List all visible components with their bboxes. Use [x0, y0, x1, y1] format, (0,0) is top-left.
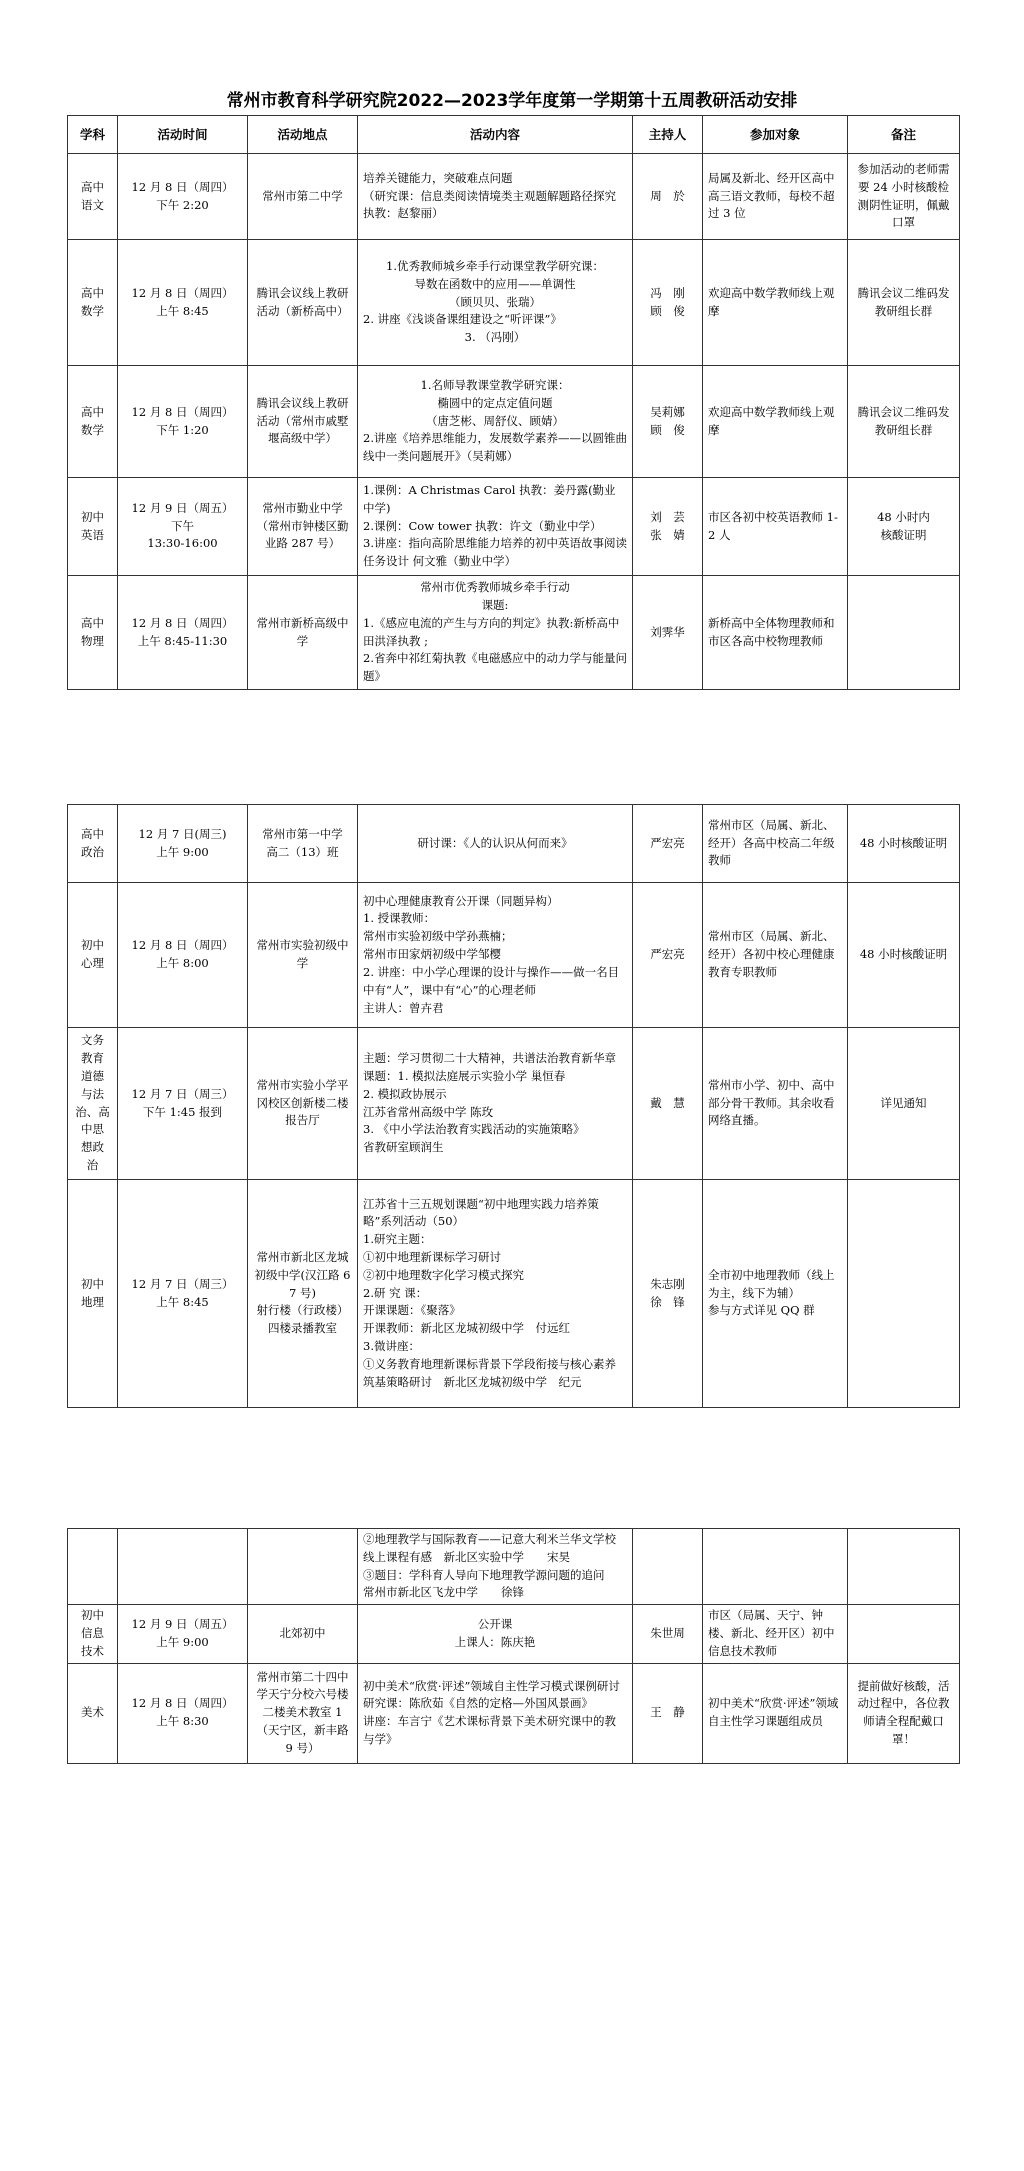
- cell-content: [358, 576, 633, 690]
- cell-note: [848, 1028, 960, 1180]
- cell-note-line: 腾讯会议二维码发教研组长群: [857, 404, 950, 437]
- cell-host: [633, 1605, 703, 1663]
- cell-time-line: 上午 8:45: [156, 1294, 209, 1309]
- table-header-row: [68, 116, 960, 154]
- cell-content-line: 讲座：车言宁《艺术课标背景下美术研究课中的教与学》: [363, 1714, 616, 1746]
- cell-content-line: 培养关键能力，突破难点问题: [363, 170, 513, 185]
- cell-subject-line: 想政: [81, 1140, 104, 1155]
- cell-host-line: 严宏亮: [650, 947, 685, 962]
- cell-content-line: 上课人：陈庆艳: [454, 1634, 536, 1649]
- cell-host: [633, 1028, 703, 1180]
- cell-participants-line: 参与方式详见 QQ 群: [708, 1303, 815, 1318]
- cell-content-line: ③题目：学科育人导向下地理教学源问题的追问 常州市新北区飞龙中学 徐锋: [363, 1567, 616, 1600]
- cell-subject-line: 文务: [81, 1033, 104, 1048]
- cell-content-line: 省教研室顾润生: [363, 1140, 444, 1155]
- cell-subject: [68, 478, 118, 576]
- cell-place-line: 常州市实验小学平冈校区创新楼二楼报告厅: [256, 1077, 349, 1128]
- cell-subject: [68, 883, 118, 1028]
- cell-content-line: 2.研 究 课：: [363, 1285, 428, 1300]
- cell-content-line: 常州市田家炳初级中学邹樱: [363, 947, 501, 962]
- cell-content: [358, 883, 633, 1028]
- cell-participants: [703, 1605, 848, 1663]
- cell-subject-line: 教育: [81, 1051, 104, 1066]
- cell-subject-line: 数学: [81, 303, 104, 318]
- cell-time-line: 12 月 8 日（周四）: [131, 179, 234, 194]
- cell-host-line: 徐 锋: [650, 1294, 685, 1309]
- cell-host: [633, 1529, 703, 1605]
- cell-content-line: 初中心理健康教育公开课（同题异构）: [363, 893, 559, 908]
- cell-subject-line: 初中: [81, 509, 104, 524]
- cell-subject-line: 高中: [81, 615, 104, 630]
- cell-content-line: 3.讲座：指向高阶思维能力培养的初中英语故事阅读任务设计 何文雅（勤业中学）: [363, 536, 627, 569]
- cell-note-line: 详见通知: [880, 1095, 927, 1110]
- cell-participants-line: 局属及新北、经开区高中高三语文教师，每校不超过 3 位: [708, 170, 835, 221]
- cell-participants: [703, 240, 848, 366]
- cell-note: [848, 478, 960, 576]
- cell-participants: [703, 1663, 848, 1763]
- cell-note: [848, 154, 960, 240]
- cell-host-line: 严宏亮: [650, 835, 685, 850]
- cell-content-line: 江苏省常州高级中学 陈玫: [363, 1104, 494, 1119]
- cell-content-line: 江苏省十三五规划课题“初中地理实践力培养策略”系列活动（50）: [363, 1196, 599, 1229]
- header-time: 活动时间: [118, 116, 248, 154]
- schedule-table-part-2: [67, 804, 960, 1408]
- cell-place: [248, 154, 358, 240]
- cell-host-line: 张 婧: [650, 527, 685, 542]
- cell-participants-line: 常州市小学、初中、高中部分骨干教师。其余收看网络直播。: [708, 1077, 835, 1128]
- cell-content: [358, 1605, 633, 1663]
- cell-host-line: 刘霁华: [650, 624, 685, 639]
- cell-content-line: 初中美术“欣赏·评述”领域自主性学习模式课例研讨: [363, 1678, 620, 1693]
- cell-time: [118, 1663, 248, 1763]
- cell-time: [118, 1605, 248, 1663]
- cell-place: [248, 883, 358, 1028]
- cell-participants-line: 市区各初中校英语教师 1-2 人: [708, 509, 838, 542]
- cell-subject: [68, 1605, 118, 1663]
- cell-participants-line: 初中美术“欣赏·评述”领域自主性学习课题组成员: [708, 1696, 839, 1729]
- cell-time-line: 12 月 9 日（周五）: [131, 1617, 234, 1632]
- cell-content-line: 2.讲座《培养思维能力，发展数学素养——以圆锥曲线中一类问题展开》（吴莉娜）: [363, 431, 627, 464]
- cell-content-line: （研究课：信息类阅读情境类主观题解题路径探究 执教：赵黎丽）: [363, 188, 639, 221]
- cell-content-line: 主讲人：曾卉君: [363, 1000, 444, 1015]
- cell-time: [118, 1028, 248, 1180]
- cell-time-line: 12 月 7 日（周三）: [131, 1276, 234, 1291]
- cell-participants: [703, 805, 848, 883]
- cell-subject-line: 美术: [81, 1705, 104, 1720]
- cell-place: [248, 1663, 358, 1763]
- cell-time-line: 12 月 8 日（周四）: [131, 1696, 234, 1711]
- cell-time-line: 上午 9:00: [156, 844, 209, 859]
- cell-note: [848, 805, 960, 883]
- cell-place-line: 常州市新桥高级中学: [256, 615, 349, 648]
- cell-participants-line: 全市初中地理教师（线上为主，线下为辅）: [708, 1267, 835, 1300]
- cell-time-line: 12 月 9 日（周五）: [131, 500, 234, 515]
- cell-content: [358, 1663, 633, 1763]
- cell-place-line: （常州市钟楼区勤业路 287 号）: [256, 518, 349, 551]
- table-row: [68, 805, 960, 883]
- cell-subject-line: 语文: [81, 197, 104, 212]
- cell-host-line: 朱世周: [650, 1626, 685, 1641]
- cell-content-line: 常州市实验初级中学孙燕楠；: [363, 929, 513, 944]
- header-content: 活动内容: [358, 116, 633, 154]
- cell-subject-line: 高中: [81, 404, 104, 419]
- cell-content-line: ①义务教育地理新课标背景下学段衔接与核心素养筑基策略研讨 新北区龙城初级中学 纪元: [363, 1356, 616, 1389]
- cell-content-line: 1.研究主题：: [363, 1232, 432, 1247]
- cell-content-line: 3. 《中小学法治教育实践活动的实施策略》: [363, 1122, 585, 1137]
- cell-subject: [68, 1529, 118, 1605]
- cell-subject-line: 初中: [81, 1608, 104, 1623]
- cell-subject: [68, 240, 118, 366]
- cell-time-line: 上午 8:45-11:30: [137, 633, 228, 648]
- cell-content-line: 2.课例：Cow tower 执教：许文（勤业中学）: [363, 518, 602, 533]
- cell-subject-line: 政治: [81, 844, 104, 859]
- cell-subject: [68, 154, 118, 240]
- cell-host: [633, 240, 703, 366]
- cell-host-line: 朱志刚: [650, 1276, 685, 1291]
- cell-subject: [68, 1663, 118, 1763]
- table-row: [68, 1028, 960, 1180]
- cell-place: [248, 1529, 358, 1605]
- cell-place: [248, 366, 358, 478]
- cell-note: [848, 1180, 960, 1408]
- cell-note-line: 提前做好核酸，活动过程中，各位教师请全程配戴口罩！: [857, 1678, 950, 1746]
- cell-place: [248, 240, 358, 366]
- cell-subject-line: 地理: [81, 1294, 104, 1309]
- cell-time: [118, 1529, 248, 1605]
- cell-content-line: 椭圆中的定点定值问题: [437, 395, 553, 410]
- cell-content: [358, 805, 633, 883]
- cell-host: [633, 883, 703, 1028]
- cell-subject: [68, 1028, 118, 1180]
- cell-subject-line: 信息: [81, 1626, 104, 1641]
- cell-place-line: 高二（13）班: [266, 844, 339, 859]
- cell-time: [118, 154, 248, 240]
- cell-place: [248, 478, 358, 576]
- cell-subject: [68, 805, 118, 883]
- table-row: [68, 240, 960, 366]
- cell-participants-line: 常州市区（局属、新北、经开）各初中校心理健康教育专职教师: [708, 929, 835, 979]
- cell-host: [633, 576, 703, 690]
- cell-note-line: 48 小时核酸证明: [859, 835, 948, 850]
- cell-host-line: 周 於: [650, 188, 685, 203]
- cell-time: [118, 1180, 248, 1408]
- cell-host: [633, 478, 703, 576]
- cell-content-line: 2. 讲座《浅谈备课组建设之“听评课”》: [363, 312, 562, 327]
- cell-content-line: 研讨课：《人的认识从何而来》: [417, 835, 573, 850]
- cell-host-line: 顾 俊: [650, 422, 685, 437]
- cell-host: [633, 1663, 703, 1763]
- cell-subject-line: 心理: [81, 956, 104, 970]
- cell-host-line: 吴莉娜: [650, 404, 685, 419]
- schedule-table-part-1: [67, 115, 960, 690]
- cell-host: [633, 154, 703, 240]
- cell-content-line: 2. 模拟政协展示: [363, 1086, 447, 1101]
- cell-place-line: 腾讯会议线上教研活动（常州市戚墅堰高级中学）: [256, 395, 349, 446]
- cell-participants: [703, 1028, 848, 1180]
- cell-subject-line: 物理: [81, 633, 104, 648]
- cell-place: [248, 1180, 358, 1408]
- cell-participants: [703, 366, 848, 478]
- cell-participants: [703, 1529, 848, 1605]
- cell-host-line: 顾 俊: [650, 303, 685, 318]
- cell-subject-line: 治: [86, 1157, 99, 1172]
- cell-time-line: 上午 8:45: [156, 303, 209, 318]
- cell-participants-line: 欢迎高中数学教师线上观摩: [708, 285, 835, 318]
- table-row: [68, 366, 960, 478]
- cell-time: [118, 240, 248, 366]
- cell-subject: [68, 576, 118, 690]
- cell-content-line: 2. 讲座：中小学心理课的设计与操作——做一名目中有“人”，课中有“心”的心理老师: [363, 964, 620, 997]
- cell-subject-line: 技术: [81, 1643, 104, 1658]
- header-subject: 学科: [68, 116, 118, 154]
- cell-place-line: 射行楼（行政楼）四楼录播教室: [256, 1303, 349, 1336]
- cell-time-line: 13:30-16:00: [147, 536, 218, 551]
- cell-time-line: 下午: [171, 518, 194, 533]
- cell-note-line: 48 小时内: [877, 509, 930, 524]
- cell-content-line: （顾贝贝、张瑞）: [449, 294, 541, 309]
- cell-place-line: 腾讯会议线上教研活动（新桥高中）: [256, 285, 349, 318]
- cell-note: [848, 1605, 960, 1663]
- cell-participants-line: 市区（局属、天宁、钟楼、新北、经开区）初中信息技术教师: [708, 1608, 835, 1658]
- cell-participants: [703, 154, 848, 240]
- cell-content-line: ①初中地理新课标学习研讨: [363, 1249, 501, 1264]
- table-row: [68, 1529, 960, 1605]
- cell-place-line: 常州市第二中学: [262, 188, 343, 203]
- cell-host-line: 王 静: [650, 1705, 685, 1720]
- cell-content-line: （唐芝彬、周舒仪、顾婧）: [426, 413, 564, 428]
- cell-place-line: 常州市勤业中学: [262, 500, 343, 515]
- cell-content-line: 研究课：陈欣茹《自然的定格—外国风景画》: [363, 1696, 593, 1711]
- cell-content-line: 公开课: [477, 1617, 513, 1632]
- cell-host: [633, 1180, 703, 1408]
- cell-participants-line: 新桥高中全体物理教师和市区各高中校物理教师: [708, 615, 835, 648]
- cell-participants: [703, 478, 848, 576]
- cell-place: [248, 1028, 358, 1180]
- cell-content-line: 课题:: [481, 597, 509, 612]
- page-title: 常州市教育科学研究院2022—2023学年度第一学期第十五周教研活动安排: [226, 91, 798, 111]
- header-participants: 参加对象: [703, 116, 848, 154]
- cell-time-line: 12 月 7 日（周三）: [131, 1086, 234, 1101]
- cell-place-line: 常州市第二十四中学天宁分校六号楼二楼美术教室 1（天宁区，新丰路 9 号）: [256, 1669, 349, 1755]
- cell-subject-line: 中思: [81, 1122, 104, 1137]
- cell-subject-line: 与法: [81, 1086, 104, 1101]
- cell-time: [118, 883, 248, 1028]
- cell-time-line: 下午 2:20: [156, 197, 209, 212]
- table-row: [68, 1180, 960, 1408]
- cell-subject-line: 道德: [81, 1068, 104, 1083]
- cell-subject-line: 初中: [81, 1276, 104, 1291]
- cell-content-line: ②地理教学与国际教育——记意大利米兰华文学校线上课程有感 新北区实验中学 宋昊: [363, 1532, 616, 1564]
- cell-participants: [703, 1180, 848, 1408]
- cell-host: [633, 805, 703, 883]
- cell-place-line: 常州市第一中学: [262, 826, 343, 841]
- cell-content-line: 开课课题：《聚落》: [363, 1303, 461, 1318]
- header-note: 备注: [848, 116, 960, 154]
- cell-time-line: 12 月 8 日（周四）: [131, 938, 234, 953]
- cell-time-line: 12 月 8 日（周四）: [131, 285, 234, 300]
- cell-note-line: 腾讯会议二维码发教研组长群: [857, 285, 950, 318]
- header-place: 活动地点: [248, 116, 358, 154]
- cell-subject-line: 初中: [81, 938, 104, 953]
- cell-content: [358, 1529, 633, 1605]
- cell-time-line: 12 月 7 日(周三): [138, 826, 227, 841]
- cell-host-line: 刘 芸: [650, 509, 685, 524]
- cell-note: [848, 366, 960, 478]
- cell-content: [358, 240, 633, 366]
- cell-host: [633, 366, 703, 478]
- cell-time-line: 下午 1:45 报到: [142, 1104, 223, 1119]
- cell-content: [358, 366, 633, 478]
- cell-host-line: 戴 慧: [650, 1095, 685, 1110]
- cell-content-line: 开课教师：新北区龙城初级中学 付远红: [363, 1321, 570, 1336]
- cell-subject-line: 治、高: [75, 1104, 110, 1119]
- cell-participants-line: 常州市区（局属、新北、经开）各高中校高二年级教师: [708, 817, 835, 868]
- cell-content-line: 2.省奔中祁红菊执教《电磁感应中的动力学与能量问题》: [363, 651, 627, 684]
- cell-note-line: 参加活动的老师需要 24 小时核酸检测阴性证明，佩戴口罩: [857, 161, 950, 230]
- cell-place: [248, 1605, 358, 1663]
- cell-content-line: 导数在函数中的应用——单调性: [414, 276, 576, 291]
- cell-participants: [703, 576, 848, 690]
- cell-content-line: 常州市优秀教师城乡牵手行动: [420, 580, 570, 595]
- cell-content-line: 1.《感应电流的产生与方向的判定》执教:新桥高中田洪泽执教 ;: [363, 615, 620, 648]
- cell-time: [118, 805, 248, 883]
- cell-subject-line: 英语: [81, 527, 104, 542]
- cell-time: [118, 366, 248, 478]
- cell-note-line: 核酸证明: [880, 527, 927, 542]
- cell-note: [848, 1663, 960, 1763]
- cell-time-line: 下午 1:20: [156, 422, 209, 437]
- cell-place: [248, 805, 358, 883]
- cell-content-line: 3. （冯刚）: [464, 330, 526, 345]
- table-row: [68, 478, 960, 576]
- cell-content-line: 课题：1. 模拟法庭展示实验小学 巢恒春: [363, 1068, 566, 1083]
- cell-subject-line: 高中: [81, 285, 104, 300]
- cell-content-line: ②初中地理数字化学习模式探究: [363, 1267, 524, 1282]
- cell-place-line: 北郊初中: [279, 1626, 326, 1641]
- table-row: [68, 1605, 960, 1663]
- cell-time: [118, 478, 248, 576]
- table-row: [68, 1663, 960, 1763]
- schedule-table-part-3: [67, 1528, 960, 1764]
- cell-content: [358, 1028, 633, 1180]
- header-host: 主持人: [633, 116, 703, 154]
- cell-subject-line: 高中: [81, 179, 104, 194]
- cell-content-line: 1.课例：A Christmas Carol 执教：姜丹露(勤业中学): [363, 482, 616, 515]
- cell-note: [848, 1529, 960, 1605]
- cell-place: [248, 576, 358, 690]
- cell-time-line: 12 月 8 日（周四）: [131, 615, 234, 630]
- cell-note-line: 48 小时核酸证明: [859, 947, 948, 962]
- table-row: [68, 576, 960, 690]
- cell-note: [848, 883, 960, 1028]
- table-row: [68, 154, 960, 240]
- table-row: [68, 883, 960, 1028]
- cell-content-line: 主题：学习贯彻二十大精神，共谱法治教育新华章: [363, 1051, 616, 1066]
- cell-time-line: 12 月 8 日（周四）: [131, 404, 234, 419]
- cell-time-line: 上午 9:00: [156, 1634, 209, 1649]
- cell-note: [848, 240, 960, 366]
- cell-time-line: 上午 8:30: [156, 1714, 209, 1729]
- cell-content-line: 3.微讲座：: [363, 1339, 420, 1354]
- cell-content: [358, 478, 633, 576]
- cell-subject: [68, 366, 118, 478]
- cell-content: [358, 1180, 633, 1408]
- cell-place-line: 常州市实验初级中学: [256, 938, 349, 970]
- cell-content-line: 1.名师导教课堂教学研究课：: [420, 377, 570, 392]
- cell-content-line: 1.优秀教师城乡牵手行动课堂教学研究课：: [386, 258, 604, 273]
- cell-subject: [68, 1180, 118, 1408]
- cell-subject-line: 数学: [81, 422, 104, 437]
- cell-participants: [703, 883, 848, 1028]
- cell-time: [118, 576, 248, 690]
- cell-participants-line: 欢迎高中数学教师线上观摩: [708, 404, 835, 437]
- cell-host-line: 冯 刚: [650, 285, 685, 300]
- cell-subject-line: 高中: [81, 826, 104, 841]
- cell-content: [358, 154, 639, 240]
- cell-note: [848, 576, 960, 690]
- cell-place-line: 常州市新北区龙城初级中学(汉江路 67 号): [254, 1249, 351, 1300]
- cell-content-line: 1. 授课教师：: [363, 911, 436, 926]
- cell-time-line: 上午 8:00: [156, 956, 209, 970]
